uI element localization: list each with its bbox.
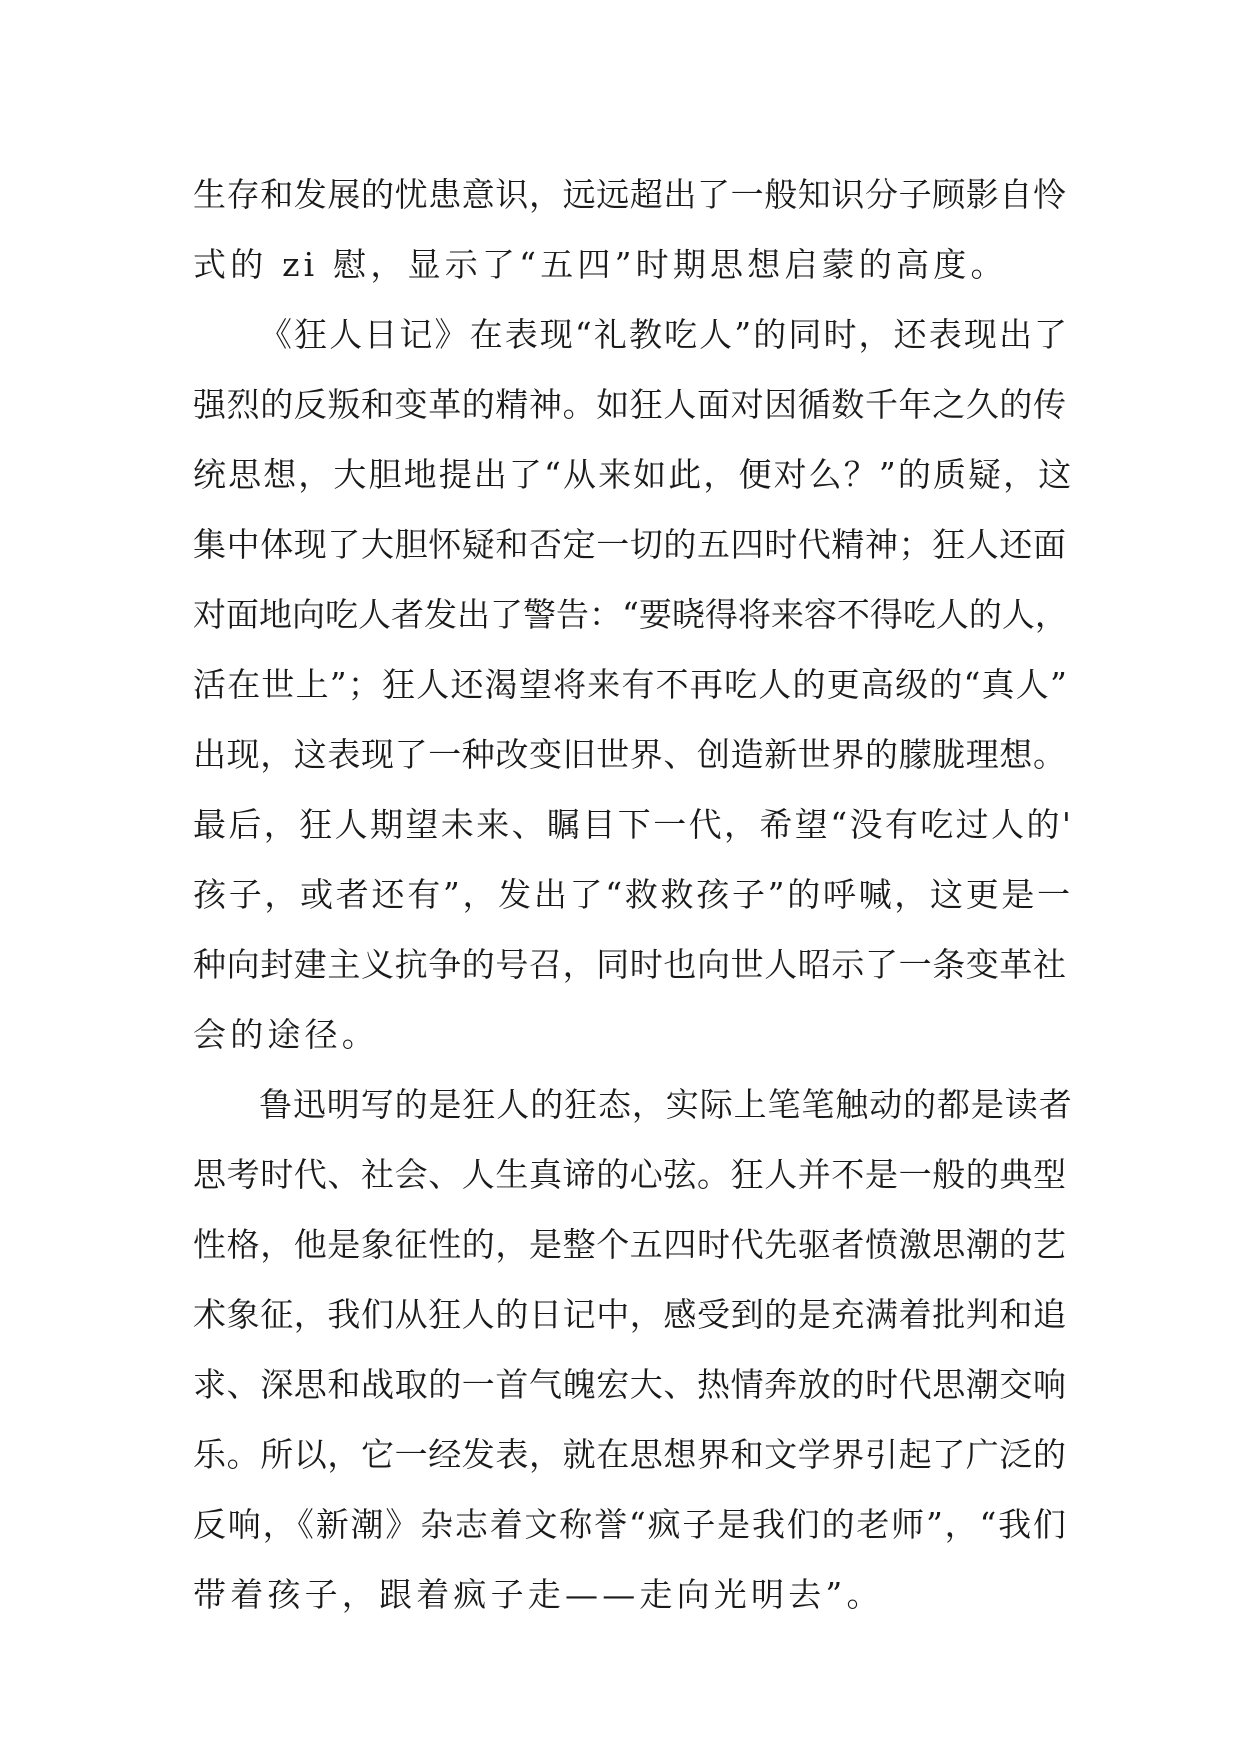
text-line: 孩子，或者还有”，发出了“救救孩子”的呼喊，这更是一 <box>193 875 1073 914</box>
text-line: 术象征，我们从狂人的日记中，感受到的是充满着批判和追 <box>193 1295 1067 1334</box>
text-line: 种向封建主义抗争的号召，同时也向世人昭示了一条变革社 <box>193 945 1067 984</box>
text-line: 集中体现了大胆怀疑和否定一切的五四时代精神；狂人还面 <box>193 525 1067 564</box>
text-line: 出现，这表现了一种改变旧世界、创造新世界的朦胧理想。 <box>193 735 1067 774</box>
text-line: 求、深思和战取的一首气魄宏大、热情奔放的时代思潮交响 <box>193 1365 1067 1404</box>
paragraph-first-line: 《狂人日记》在表现“礼教吃人”的同时，还表现出了 <box>259 315 1070 354</box>
text-line: 活在世上”；狂人还渴望将来有不再吃人的更高级的“真人” <box>193 665 1069 704</box>
text-line: 生存和发展的忧患意识，远远超出了一般知识分子顾影自怜 <box>193 175 1067 214</box>
text-line: 带着孩子，跟着疯子走——走向光明去”。 <box>193 1575 884 1614</box>
text-line: 统思想，大胆地提出了“从来如此，便对么？”的质疑，这 <box>193 455 1074 494</box>
text-line: 强烈的反叛和变革的精神。如狂人面对因循数千年之久的传 <box>193 385 1067 424</box>
body-text <box>193 160 1073 1630</box>
text-line: 性格，他是象征性的，是整个五四时代先驱者愤激思潮的艺 <box>193 1225 1067 1264</box>
text-line: 式的 zi 慰，显示了“五四”时期思想启蒙的高度。 <box>193 245 1008 284</box>
text-line: 反响，《新潮》杂志着文称誉“疯子是我们的老师”，“我们 <box>193 1505 1068 1544</box>
paragraph-first-line: 鲁迅明写的是狂人的狂态，实际上笔笔触动的都是读者 <box>259 1085 1073 1124</box>
text-line: 最后，狂人期望未来、瞩目下一代，希望“没有吃过人的' <box>193 805 1074 844</box>
text-line: 对面地向吃人者发出了警告：“要晓得将来容不得吃人的人， <box>193 595 1068 634</box>
text-line: 乐。所以，它一经发表，就在思想界和文学界引起了广泛的 <box>193 1435 1067 1474</box>
text-line: 会的途径。 <box>193 1015 379 1054</box>
text-line: 思考时代、社会、人生真谛的心弦。狂人并不是一般的典型 <box>193 1155 1067 1194</box>
